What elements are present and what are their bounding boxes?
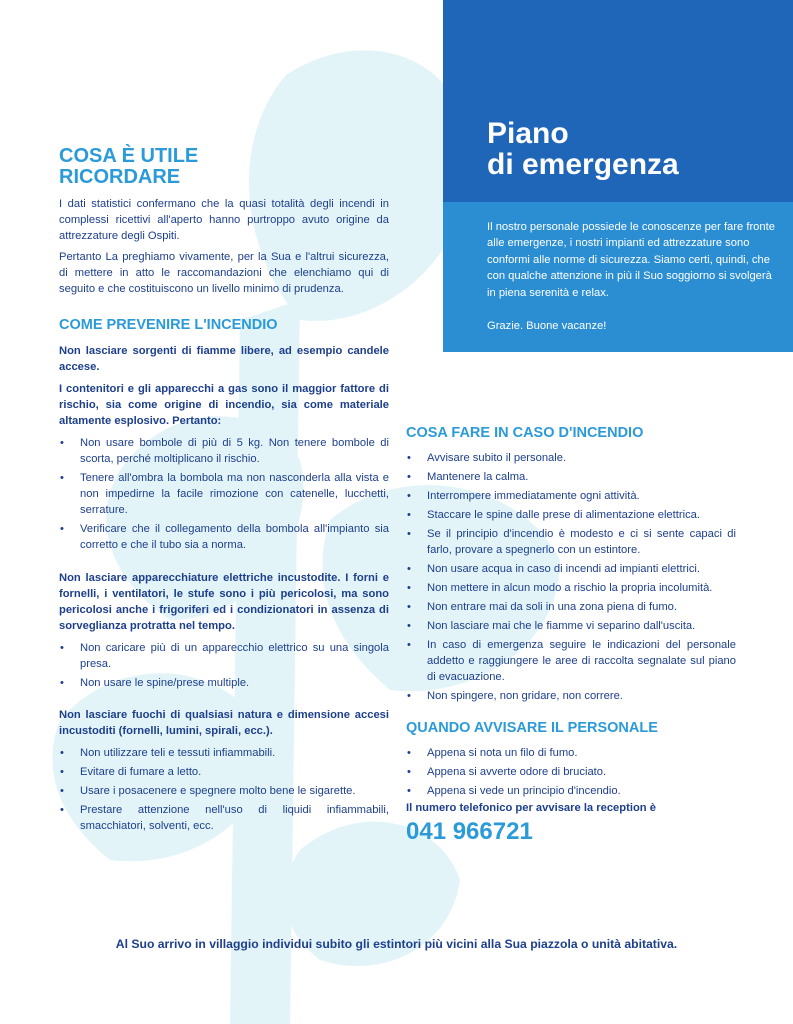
- list-item: • Prestare attenzione nell'uso di liquidi infiammabili, smacchiatori, solventi, ecc.: [60, 804, 389, 832]
- caso-list: [406, 450, 736, 704]
- list-item: • Appena si avverte odore di bruciato.: [407, 766, 607, 778]
- header-panel: [443, 0, 793, 352]
- list-item: • Interrompere immediatamente ogni attività.: [407, 490, 640, 502]
- list-item: • Appena si nota un filo di fumo.: [407, 747, 578, 759]
- list-item: • Mantenere la calma.: [407, 471, 529, 483]
- caso-title: COSA FARE IN CASO D'INCENDIO: [406, 425, 644, 441]
- prevenire-gas: I contenitori e gli apparecchi a gas sono il maggior fattore di rischio, sia come origine di incendio, sia come materiale altamente esplosivo. Pertanto:: [59, 383, 389, 427]
- list-item: • Verificare che il collegamento della bombola all'impianto sia corretto e che il tubo sia a norma.: [60, 523, 389, 551]
- list-item: • Non usare le spine/prese multiple.: [60, 677, 250, 689]
- prevenire-electric: Non lasciare apparecchiature elettriche incustodite. I forni e fornelli, i ventilatori, le stufe sono i più pericolosi, ma sono pericolosi anche i frigoriferi ed i condizionatori in assenza di sorveglianza protratta nel tempo.: [59, 572, 389, 632]
- prevenire-title: COME PREVENIRE L'INCENDIO: [59, 317, 278, 333]
- gas-list: [59, 435, 389, 553]
- prevenire-fires: Non lasciare fuochi di qualsiasi natura e dimensione accesi incustoditi (fornelli, lumini, spirali, ecc.).: [59, 709, 389, 737]
- list-item: • Non spingere, non gridare, non correre.: [407, 690, 623, 702]
- avvisare-list: [406, 745, 736, 799]
- right-column: [406, 425, 736, 846]
- list-item: • Non utilizzare teli e tessuti infiammabili.: [60, 747, 276, 759]
- page-title-line-2: di emergenza: [487, 148, 679, 181]
- prevenire-flames: Non lasciare sorgenti di fiamme libere, ad esempio candele accese.: [59, 345, 389, 373]
- page-title: [487, 118, 787, 180]
- list-item: • Evitare di fumare a letto.: [60, 766, 202, 778]
- list-item: • In caso di emergenza seguire le indicazioni del personale addetto e raggiungere le aree di raccolta segnalate sul piano di evacuazione.: [407, 639, 736, 683]
- list-item: • Avvisare subito il personale.: [407, 452, 567, 464]
- list-item: • Appena si vede un principio d'incendio.: [407, 785, 621, 797]
- reception-phone-number: 041 966721: [406, 818, 533, 845]
- list-item: • Staccare le spine dalle prese di alimentazione elettrica.: [407, 509, 701, 521]
- list-item: • Non mettere in alcun modo a rischio la propria incolumità.: [407, 582, 713, 594]
- footer-note: Al Suo arrivo in villaggio individui subito gli estintori più vicini alla Sua piazzola o unità abitativa.: [115, 937, 678, 951]
- list-item: • Tenere all'ombra la bombola ma non nasconderla alla vista e non impedirne la facile rimozione con catenelle, lucchetti, serrature.: [60, 472, 389, 516]
- ricordare-title: [59, 146, 389, 188]
- list-item: • Non caricare più di un apparecchio elettrico su una singola presa.: [60, 642, 389, 670]
- phone-label: Il numero telefonico per avvisare la reception è: [406, 802, 656, 814]
- ricordare-paragraph-1: I dati statistici confermano che la quasi totalità degli incendi in complessi ricettivi all'aperto hanno purtroppo avuto origine da attrezzature degli Ospiti.: [59, 198, 389, 242]
- fire-list: [59, 745, 389, 834]
- ricordare-paragraph-2: Pertanto La preghiamo vivamente, per la Sua e l'altrui sicurezza, di mettere in atto le raccomandazioni che elenchiamo qui di seguito e che costituiscono un livello minimo di prudenza.: [59, 251, 389, 295]
- list-item: • Se il principio d'incendio è modesto e ci si sente capaci di farlo, provare a spegnerlo con un estintore.: [407, 528, 736, 556]
- list-item: • Usare i posacenere e spegnere molto bene le sigarette.: [60, 785, 356, 797]
- header-intro: Il nostro personale possiede le conoscenze per fare fronte alle emergenze, i nostri impianti ed attrezzature sono conformi alle norme di sicurezza. Siamo certi, quindi, che con qualche attenzione in più il Suo soggiorno si svolgerà in piena serenità e relax.: [487, 221, 775, 299]
- list-item: • Non lasciare mai che le fiamme vi separino dall'uscita.: [407, 620, 696, 632]
- list-item: • Non usare bombole di più di 5 kg. Non tenere bombole di scorta, perché moltiplicano il rischio.: [60, 437, 389, 465]
- header-thanks: Grazie. Buone vacanze!: [487, 320, 607, 332]
- left-column: [59, 146, 389, 837]
- list-item: • Non entrare mai da soli in una zona piena di fumo.: [407, 601, 678, 613]
- ricordare-title-line-2: RICORDARE: [59, 166, 181, 188]
- ricordare-title-line-1: COSA È UTILE: [59, 145, 199, 167]
- page-title-line-1: Piano: [487, 117, 569, 150]
- electric-list: [59, 640, 389, 691]
- list-item: • Non usare acqua in caso di incendi ad impianti elettrici.: [407, 563, 701, 575]
- avvisare-title: QUANDO AVVISARE IL PERSONALE: [406, 720, 658, 736]
